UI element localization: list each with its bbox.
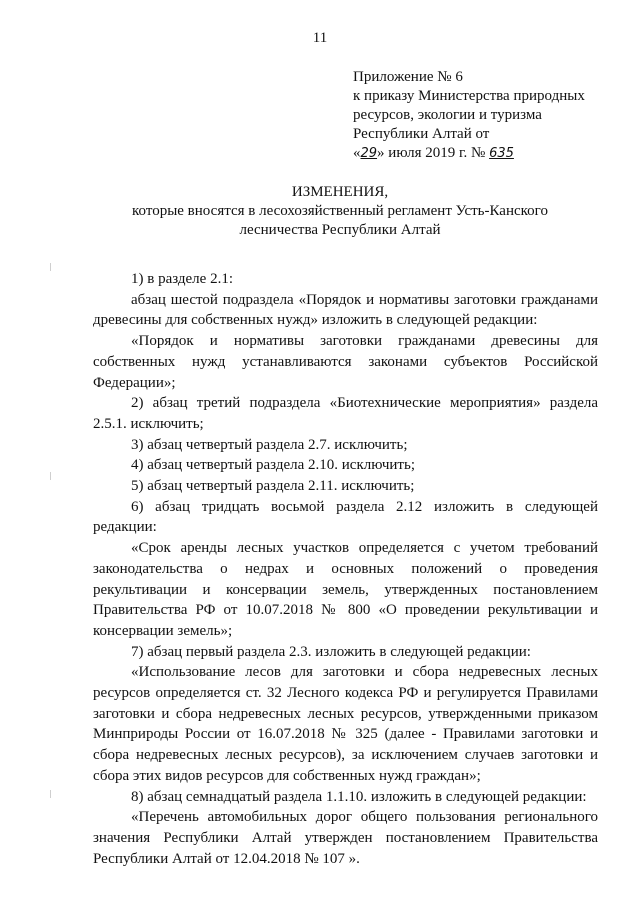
handwritten-order-number: 635 xyxy=(489,146,514,161)
heading-subtitle-line-1: которые вносятся в лесохозяйственный регламент Усть-Канского xyxy=(132,203,548,219)
paragraph-7: 5) абзац четвертый раздела 2.11. исключить; xyxy=(131,478,415,495)
appendix-line-2: к приказу Министерства природных xyxy=(353,88,585,104)
paragraph-3: «Порядок и нормативы заготовки гражданами древесины для собственных нужд устанавливаются законами субъектов Российской Федерации»; xyxy=(93,333,598,391)
paragraph-12: 8) абзац семнадцатый раздела 1.1.10. изложить в следующей редакции: xyxy=(131,788,587,805)
paragraph-5: 3) абзац четвертый раздела 2.7. исключить; xyxy=(131,436,408,453)
date-open-quote: « xyxy=(353,145,361,161)
appendix-line-3: ресурсов, экологии и туризма xyxy=(353,107,542,123)
paragraph-4: 2) абзац третий подраздела «Биотехнические мероприятия» раздела 2.5.1. исключить; xyxy=(93,395,598,432)
date-rest: » июля 2019 г. № xyxy=(377,145,490,161)
paragraph-10: 7) абзац первый раздела 2.3. изложить в следующей редакции: xyxy=(131,643,531,660)
document-body xyxy=(93,269,598,869)
paragraph-6: 4) абзац четвертый раздела 2.10. исключить; xyxy=(131,457,415,474)
paragraph-8: 6) абзац тридцать восьмой раздела 2.12 изложить в следующей редакции: xyxy=(93,498,598,536)
appendix-date-line xyxy=(353,144,623,163)
heading-subtitle-line-2: лесничества Республики Алтай xyxy=(239,222,441,238)
paragraph-11: «Использование лесов для заготовки и сбора недревесных лесных ресурсов определяется ст. 32 Лесного кодекса РФ и регулируется Правилами заготовки и сбора недревесных лесных ресурсов, утвержденными приказом Минприроды России от 16.07.2018 № 325 (далее - Правилами заготовки и сбора недревесных лесных ресурсов), за исключением случаев заготовки и сбора этих видов ресурсов для собственных нужд граждан»; xyxy=(93,664,598,784)
paragraph-13: «Перечень автомобильных дорог общего пользования регионального значения Республики Алтай утвержден постановлением Правительства Республики Алтай от 12.04.2018 № 107 ». xyxy=(93,809,598,867)
document-heading xyxy=(90,183,590,240)
appendix-line-1: Приложение № 6 xyxy=(353,69,463,85)
paragraph-1: 1) в разделе 2.1: xyxy=(131,271,233,287)
paragraph-2: абзац шестой подраздела «Порядок и нормативы заготовки гражданами древесины для собственных нужд» изложить в следующей редакции: xyxy=(93,291,598,329)
paragraph-9: «Срок аренды лесных участков определяется с учетом требований законодательства о недрах и основных положений о проведения рекультивации и консервации земель, утвержденных постановлением Правительства РФ от 10.07.2018 № 800 «О проведении рекультивации и консервации земель»; xyxy=(93,540,598,639)
scan-margin-mark xyxy=(50,263,51,271)
appendix-line-4: Республики Алтай от xyxy=(353,126,490,142)
heading-title: ИЗМЕНЕНИЯ, xyxy=(291,184,389,200)
handwritten-day: 29 xyxy=(360,146,378,161)
page-number: 11 xyxy=(312,30,328,46)
appendix-block xyxy=(353,68,623,163)
scan-margin-mark xyxy=(50,790,51,798)
scan-margin-mark xyxy=(50,472,51,480)
